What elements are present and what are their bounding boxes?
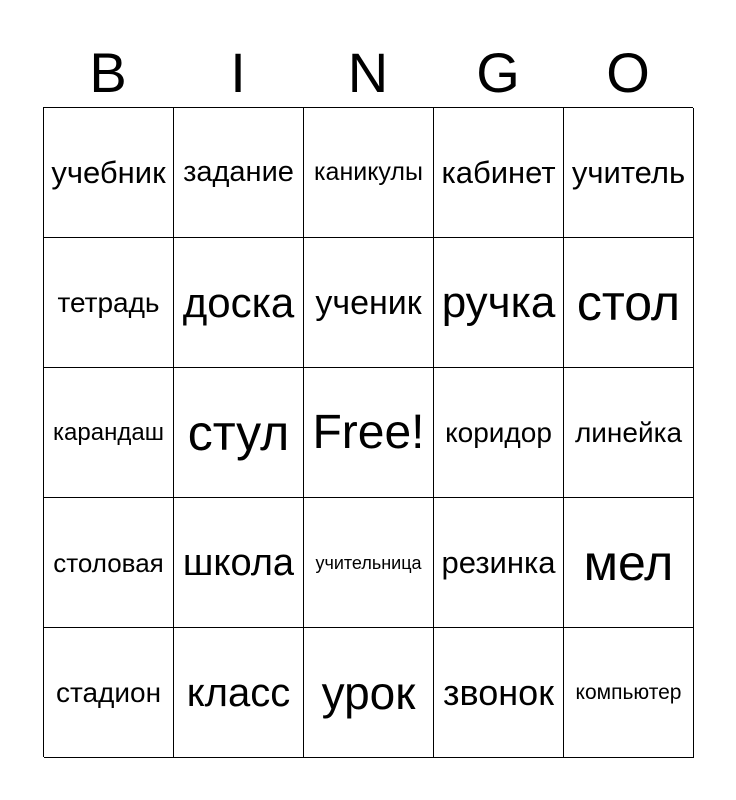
header-letter-g: G — [476, 41, 520, 104]
bingo-cell: Free! — [304, 368, 434, 498]
bingo-cell: стул — [174, 368, 304, 498]
bingo-cell: учительница — [304, 498, 434, 628]
bingo-cell: компьютер — [564, 628, 694, 758]
header-letter-i: I — [230, 41, 246, 104]
bingo-cell: учитель — [564, 108, 694, 238]
bingo-cell: мел — [564, 498, 694, 628]
bingo-cell: тетрадь — [44, 238, 174, 368]
bingo-header — [43, 40, 693, 106]
bingo-cell: задание — [174, 108, 304, 238]
bingo-cell: урок — [304, 628, 434, 758]
bingo-cell: школа — [174, 498, 304, 628]
bingo-board — [43, 107, 693, 757]
bingo-cell: доска — [174, 238, 304, 368]
bingo-cell: звонок — [434, 628, 564, 758]
bingo-cell: ручка — [434, 238, 564, 368]
bingo-cell: учебник — [44, 108, 174, 238]
bingo-cell: каникулы — [304, 108, 434, 238]
bingo-cell: коридор — [434, 368, 564, 498]
bingo-cell: класс — [174, 628, 304, 758]
bingo-cell: кабинет — [434, 108, 564, 238]
header-letter-n: N — [347, 41, 389, 104]
bingo-cell: столовая — [44, 498, 174, 628]
bingo-cell: стол — [564, 238, 694, 368]
bingo-cell: линейка — [564, 368, 694, 498]
bingo-cell: карандаш — [44, 368, 174, 498]
bingo-cell: ученик — [304, 238, 434, 368]
header-letter-b: B — [89, 41, 127, 104]
bingo-cell: резинка — [434, 498, 564, 628]
header-letter-o: O — [606, 41, 650, 104]
bingo-cell: стадион — [44, 628, 174, 758]
